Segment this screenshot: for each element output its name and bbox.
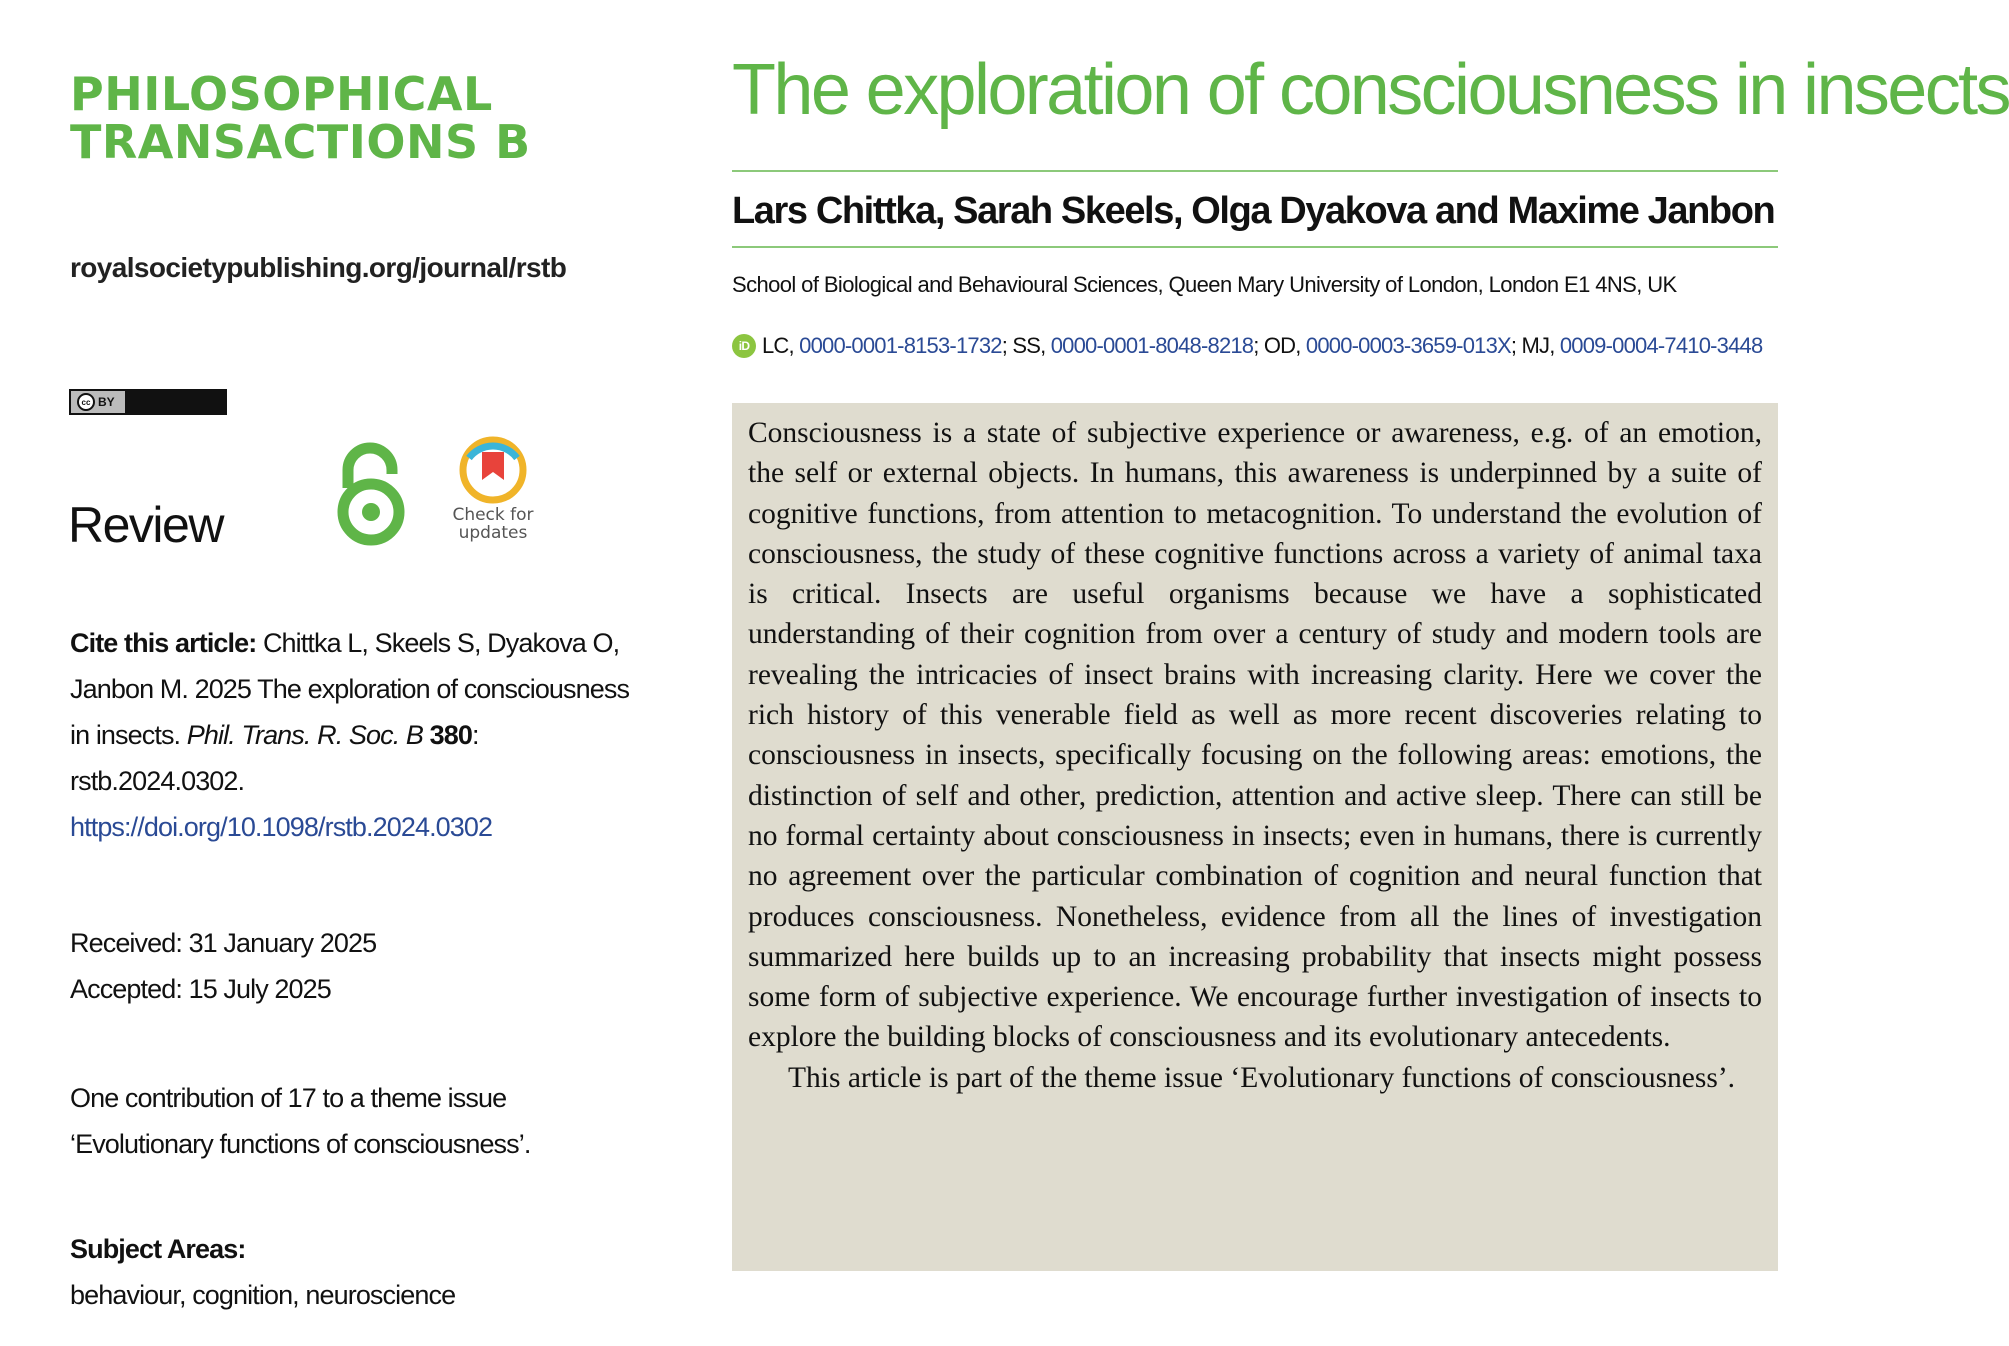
authors-divider <box>732 246 1778 248</box>
theme-issue-note <box>70 1075 630 1167</box>
theme-issue-line1: One contribution of 17 to a theme issue <box>70 1083 507 1113</box>
orcid-initials-ss: SS <box>1012 333 1041 358</box>
citation-label: Cite this article: <box>70 628 257 658</box>
subject-areas <box>70 1226 455 1318</box>
article-type: Review <box>68 497 223 553</box>
orcid-link-ss[interactable]: 0000-0001-8048-8218 <box>1050 333 1254 358</box>
citation-article-id: : rstb.2024.0302. <box>70 720 479 796</box>
check-for-updates-icon <box>459 436 527 504</box>
affiliation: School of Biological and Behavioural Sciences, Queen Mary University of London, London E1 4NS, UK <box>732 272 1677 297</box>
theme-issue-line2: ‘Evolutionary functions of consciousness’. <box>70 1129 531 1159</box>
cc-by-label: BY <box>98 395 115 409</box>
citation-journal: Phil. Trans. R. Soc. B <box>186 720 424 750</box>
open-access-icon <box>334 440 408 546</box>
orcid-initials-mj: MJ <box>1521 333 1550 358</box>
orcid-initials-od: OD <box>1263 333 1296 358</box>
orcid-link-od[interactable]: 0000-0003-3659-013X <box>1305 333 1511 358</box>
orcid-link-lc[interactable]: 0000-0001-8153-1732 <box>799 333 1002 358</box>
article-dates <box>70 920 376 1012</box>
citation-volume: 380 <box>429 720 473 750</box>
orcid-list: iD LC , 0000-0001-8153-1732 ; SS , 0000-0001-8048-8218 ; OD , 0000-0003-3659-013X ; MJ , 0009-0004-7410-3448 <box>732 333 1762 359</box>
left-sidebar <box>0 0 640 1346</box>
citation-text: Chittka L, Skeels S, Dyakova O, Janbon M. 2025 The exploration of consciousness in insects. <box>70 628 630 750</box>
cc-icon: cc <box>77 393 95 411</box>
cc-by-license-badge[interactable] <box>69 389 227 415</box>
orcid-initials-lc: LC <box>762 333 789 358</box>
check-for-updates-badge[interactable] <box>448 436 538 546</box>
orcid-link-mj[interactable]: 0009-0004-7410-3448 <box>1559 333 1763 358</box>
subject-areas-value: behaviour, cognition, neuroscience <box>70 1280 456 1310</box>
received-date: Received: 31 January 2025 <box>70 928 377 958</box>
citation-block <box>70 620 630 850</box>
check-for-updates-line1: Check for <box>452 505 534 525</box>
journal-url[interactable]: royalsocietypublishing.org/journal/rstb <box>70 252 567 283</box>
doi-link[interactable]: https://doi.org/10.1098/rstb.2024.0302 <box>70 812 493 842</box>
title-divider <box>732 170 1778 172</box>
journal-name-line1: PHILOSOPHICAL <box>70 67 493 121</box>
accepted-date: Accepted: 15 July 2025 <box>70 974 331 1004</box>
author-list: Lars Chittka, Sarah Skeels, Olga Dyakova and Maxime Janbon <box>732 190 1775 232</box>
article-title: The exploration of consciousness in insects <box>732 50 2009 130</box>
abstract-paragraph: Consciousness is a state of subjective experience or awareness, e.g. of an emotion, the self or external objects. In humans, this awareness is underpinned by a suite of cognitive functions, from attention to metacognition. To understand the evolution of consciousness, the study of these cognitive functions across a variety of animal taxa is critical. Insects are useful organisms because we have a sophisticated understanding of their cognition from over a century of study and modern tools are revealing the intricacies of insect brains with increasing clarity. Here we cover the rich history of this venerable field as well as more recent discoveries relating to consciousness in insects, specifically focusing on the following areas: emotions, the distinction of self and other, prediction, attention and active sleep. There can still be no formal certainty about consciousness in insects; even in humans, there is currently no agreement over the particular combination of cognition and neural function that produces consciousness. Nonetheless, evidence from all the lines of investigation summarized here builds up to an increasing probability that insects might possess some form of subjective experience. We encourage further investigation of insects to explore the building blocks of consciousness and its evolutionary antecedents. <box>748 417 1762 1054</box>
check-for-updates-line2: updates <box>458 523 528 543</box>
abstract-box <box>732 403 1778 1271</box>
journal-name-line2: TRANSACTIONS B <box>70 115 531 169</box>
article-header <box>732 0 2009 1346</box>
orcid-icon: iD <box>732 334 756 358</box>
abstract-theme-note: This article is part of the theme issue ‘Evolutionary functions of consciousness’. <box>788 1061 1736 1094</box>
subject-areas-label: Subject Areas: <box>70 1234 246 1264</box>
journal-name <box>70 67 630 169</box>
